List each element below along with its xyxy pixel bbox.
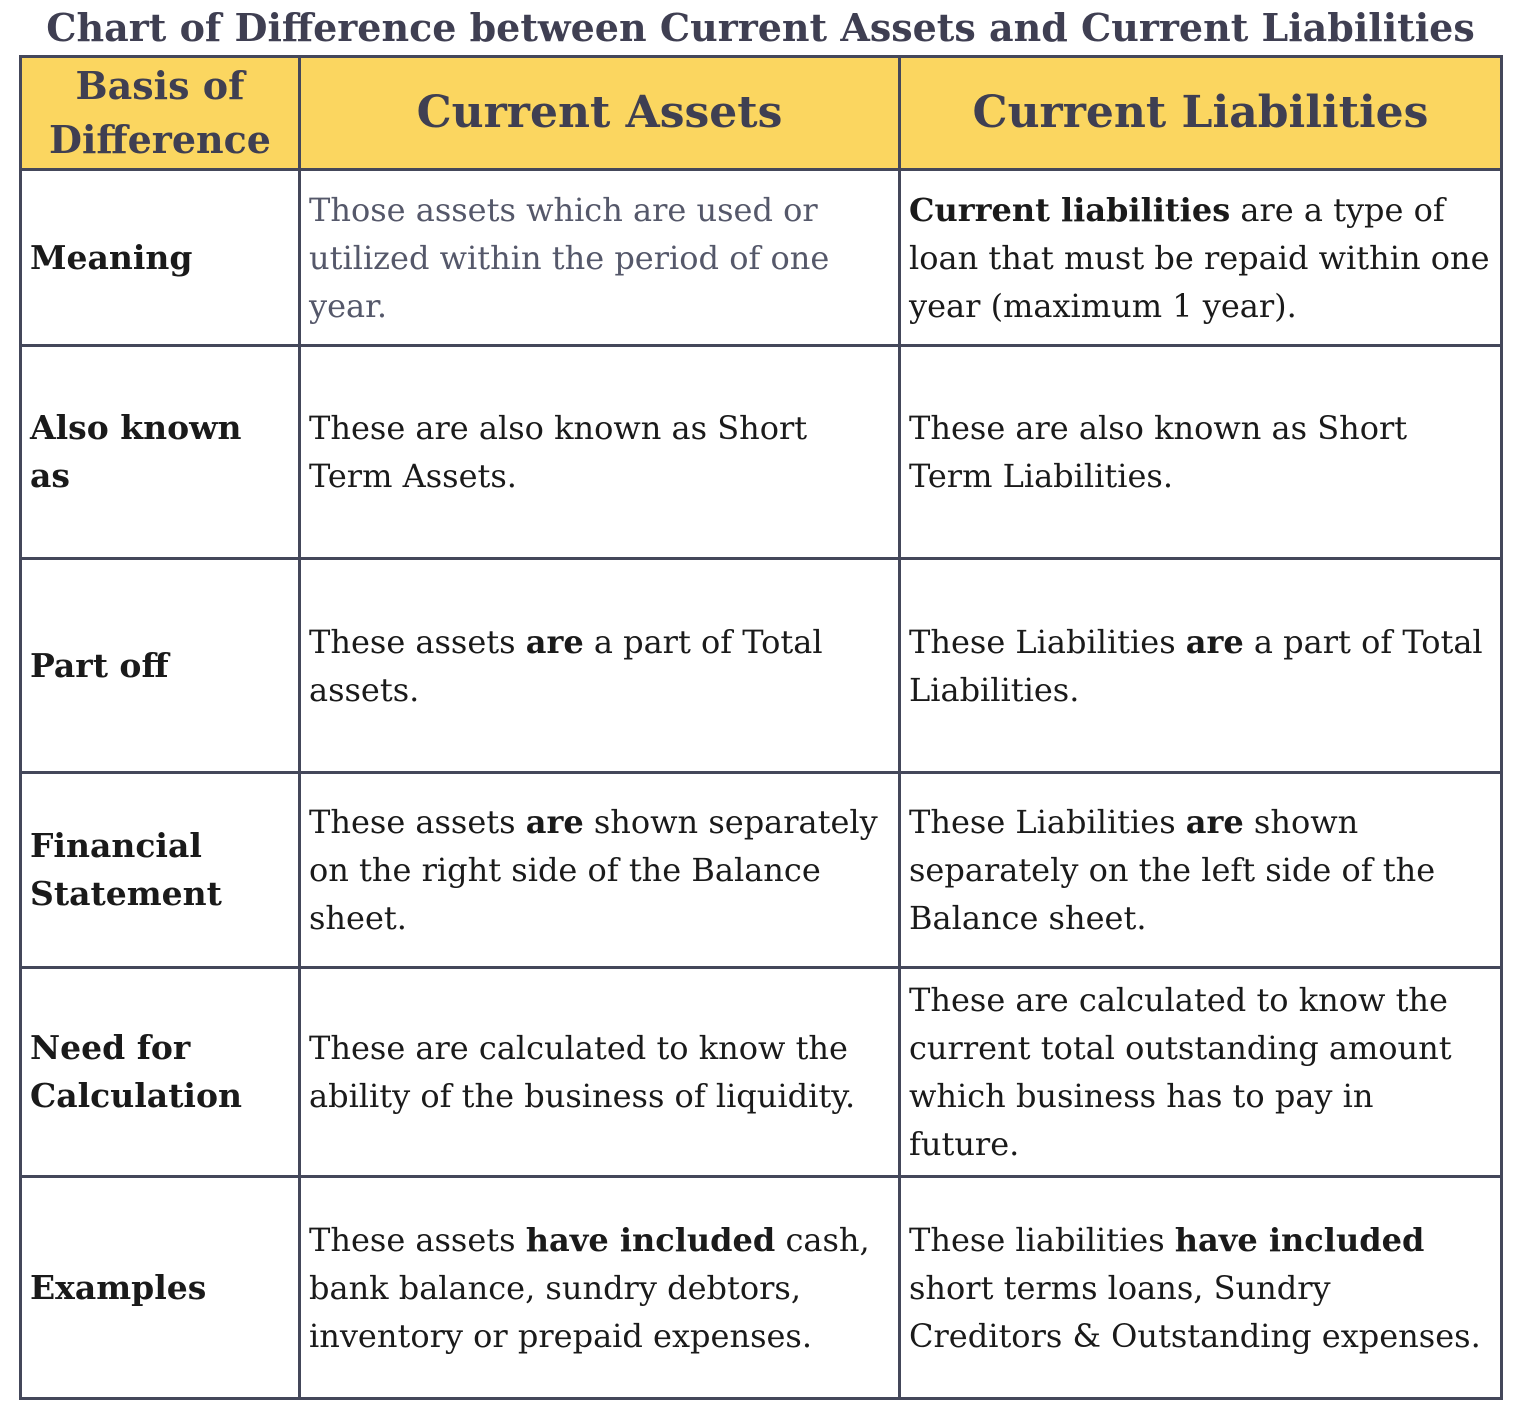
cell-text-pre: These assets xyxy=(309,1220,526,1259)
cell-text: These are also known as Short Term Liabilities. xyxy=(909,409,1408,495)
cell-text-post: a part of Total Liabilities. xyxy=(909,622,1483,709)
cell-text-post: short terms loans, Sundry Creditors & Outstanding expenses. xyxy=(909,1268,1481,1355)
current-liabilities-cell xyxy=(900,773,1502,968)
cell-bold-term: are xyxy=(525,622,584,661)
cell-bold-term: are xyxy=(1185,622,1244,661)
row-basis-label: Meaning xyxy=(21,170,300,346)
cell-text-pre: These Liabilities xyxy=(909,622,1186,661)
current-liabilities-cell xyxy=(900,1177,1502,1399)
cell-text-pre: These assets xyxy=(309,803,526,841)
current-assets-cell xyxy=(300,1177,900,1399)
current-assets-cell xyxy=(300,346,900,559)
row-basis-label: Need for Calculation xyxy=(21,968,300,1177)
current-assets-cell xyxy=(300,773,900,968)
comparison-table xyxy=(19,55,1503,1400)
header-current-assets: Current Assets xyxy=(300,57,900,170)
cell-bold-term: are xyxy=(1185,803,1244,841)
current-liabilities-cell xyxy=(900,968,1502,1177)
cell-bold-term: have included xyxy=(1174,1220,1425,1259)
table-row xyxy=(21,1177,1502,1399)
current-liabilities-cell xyxy=(900,170,1502,346)
cell-text-post: cash, bank balance, sundry debtors, inventory or prepaid expenses. xyxy=(309,1220,870,1355)
cell-text-post: shown separately on the left side of the Balance sheet. xyxy=(909,803,1436,937)
cell-text-pre: These assets xyxy=(309,622,526,661)
table-row xyxy=(21,346,1502,559)
cell-bold-term: are xyxy=(525,803,584,841)
current-liabilities-cell xyxy=(900,559,1502,773)
cell-text: are a type of loan that must be repaid within one year (maximum 1 year). xyxy=(909,190,1490,325)
current-liabilities-cell xyxy=(900,346,1502,559)
page-title: Chart of Difference between Current Assets and Current Liabilities xyxy=(46,5,1475,50)
cell-text-pre: These liabilities xyxy=(909,1220,1175,1259)
table-row xyxy=(21,773,1502,968)
header-row xyxy=(21,57,1502,170)
table-row xyxy=(21,170,1502,346)
cell-text: These are also known as Short Term Assets. xyxy=(309,409,808,495)
cell-text-pre: These Liabilities xyxy=(909,803,1186,841)
cell-text-post: shown separately on the right side of the Balance sheet. xyxy=(309,803,878,937)
row-basis-label: Examples xyxy=(21,1177,300,1399)
cell-bold-term: have included xyxy=(525,1220,776,1259)
current-assets-cell xyxy=(300,559,900,773)
cell-text: These are calculated to know the current total outstanding amount which business has to pay in future. xyxy=(909,981,1452,1163)
cell-text: These are calculated to know the ability of the business of liquidity. xyxy=(309,1029,856,1115)
table-row xyxy=(21,968,1502,1177)
header-current-liabilities: Current Liabilities xyxy=(900,57,1502,170)
current-assets-cell xyxy=(300,968,900,1177)
table-row xyxy=(21,559,1502,773)
row-basis-label: Part off xyxy=(21,559,300,773)
row-basis-label: Financial Statement xyxy=(21,773,300,968)
cell-text-post: a part of Total assets. xyxy=(309,622,823,709)
cell-text: Those assets which are used or utilized within the period of one year. xyxy=(309,190,830,325)
header-basis: Basis of Difference xyxy=(21,57,300,170)
current-assets-cell xyxy=(300,170,900,346)
cell-bold-term: Current liabilities xyxy=(909,190,1231,229)
row-basis-label: Also known as xyxy=(21,346,300,559)
